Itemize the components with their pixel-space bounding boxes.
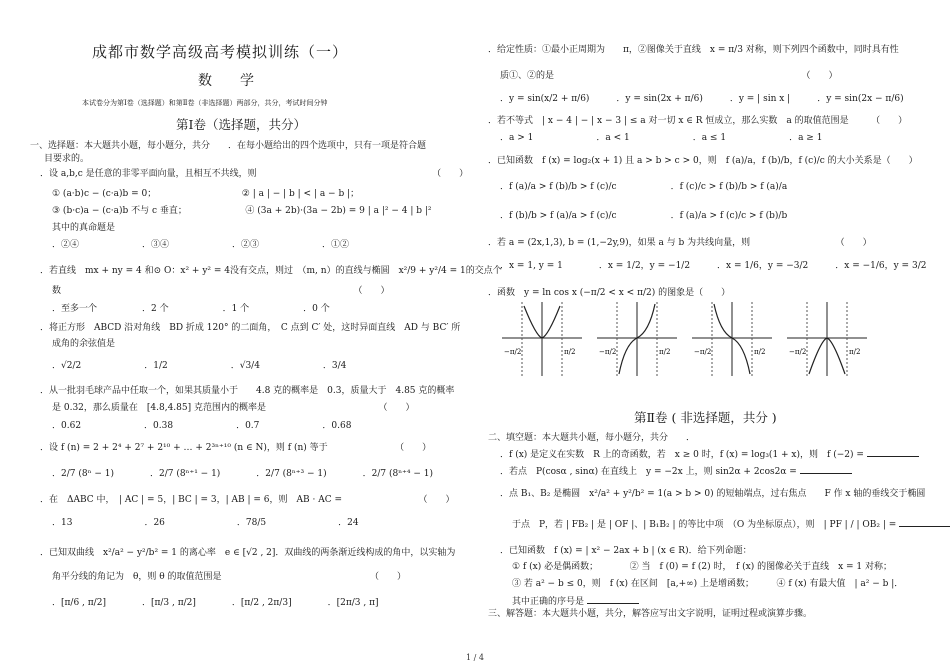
q12-stem: ．函数 y = ln cos x (−π/2 < x < π/2) 的图象是（ ） bbox=[488, 288, 731, 298]
q1-prompt: 其中的真命题是 bbox=[52, 223, 116, 233]
document-title: 成都市数学高级高考模拟训练（一） bbox=[92, 43, 349, 61]
part1-instructions: 一、选择题：本大题共小题，每小题分，共分 ．在每小题给出的四个选项中，只有一项是符合题 bbox=[30, 141, 427, 151]
q1-statements-1: ① (a·b)c − (c·a)b = 0； ② | a | − | b | < | a − b |； bbox=[52, 189, 360, 199]
tick-label: −π/2 bbox=[504, 348, 522, 356]
q10-options-2: ．f (b)/b > f (a)/a > f (c)/c ．f (a)/a > f (c)/c > f (b)/b bbox=[500, 211, 788, 221]
q4-stem: ．从一批羽毛球产品中任取一个，如果其质量小于 4.8 克的概率是 0.3，质量大于 4.85 克的概率 bbox=[40, 386, 455, 396]
q9-stem: ．若不等式 | x − 4 | − | x − 3 | ≤ a 对一切 x ∈ R 恒成立，那么实数 a 的取值范围是 （ ） bbox=[488, 116, 908, 126]
q16-statements-1: ① f (x) 必是偶函数； ② 当 f (0) = f (2) 时， f (x) 的图像必关于直线 x = 1 对称； bbox=[512, 562, 893, 572]
q12-graph-options bbox=[500, 300, 880, 380]
graph-option-b[interactable] bbox=[597, 302, 677, 376]
fill-in-heading: 二、填空题：本大题共小题，每小题分，共分 ． bbox=[488, 433, 696, 443]
q3-stem-2: 成角的余弦值是 bbox=[52, 339, 116, 349]
part2-heading: 第Ⅱ卷 ( 非选择题，共分 ) bbox=[634, 410, 777, 425]
tick-label: π/2 bbox=[754, 348, 766, 356]
q4-stem-2: 是 0.32，那么质量在 [4.8,4.85] 克范围内的概率是 （ ） bbox=[52, 403, 415, 413]
part1-heading: 第Ⅰ卷（选择题，共分） bbox=[176, 117, 306, 132]
graph-option-d[interactable] bbox=[787, 302, 867, 376]
q3-stem: ．将正方形 ABCD 沿对角线 BD 折成 120° 的二面角， C 点到 C′ 处，这时异面直线 AD 与 BC′ 所 bbox=[40, 323, 461, 333]
solutions-heading: 三、解答题：本大题共小题，共分，解答应写出文字说明，证明过程或演算步骤。 bbox=[488, 609, 813, 619]
q7-stem-2: 角平分线的角记为 θ，则 θ 的取值范围是 （ ） bbox=[52, 572, 407, 582]
q10-options-1: ．f (a)/a > f (b)/b > f (c)/c ．f (c)/c > f (b)/b > f (a)/a bbox=[500, 182, 788, 192]
tick-label: −π/2 bbox=[789, 348, 807, 356]
part1-instructions-2: 目要求的。 bbox=[44, 154, 90, 164]
tick-label: π/2 bbox=[849, 348, 861, 356]
q10-stem: ．已知函数 f (x) = log₂(x + 1) 且 a > b > c > 0，则 f (a)/a，f (b)/b，f (c)/c 的大小关系是（ ） bbox=[488, 156, 918, 166]
page-number: 1 / 4 bbox=[466, 653, 484, 662]
graph-option-a[interactable] bbox=[502, 302, 582, 376]
q6-options: ．13 ．26 ．78/5 ．24 bbox=[52, 518, 359, 528]
q6-stem: ．在 ΔABC 中， | AC | = 5，| BC | = 3，| AB | = 6，则 AB · AC = （ ） bbox=[40, 495, 455, 505]
q16-stem: ．已知函数 f (x) = | x² − 2ax + b | (x ∈ R)．给下列命题： bbox=[500, 546, 752, 556]
q1-statements-2: ③ (b·c)a − (c·a)b 不与 c 垂直； ④ (3a + 2b)·(3a − 2b) = 9 | a |² − 4 | b |² bbox=[52, 206, 432, 216]
q1-options: ．②④ ．③④ ．②③ ．①② bbox=[52, 240, 350, 250]
q11-options: ．x = 1, y = 1 ．x = 1/2，y = −1/2 ．x = 1/6，y = −3/2 ．x = −1/6，y = 3/2 bbox=[500, 261, 927, 271]
q15-stem-2: 于点 P，若 | FB₂ | 是 | OF |、| B₁B₂ | 的等比中项 （O 为坐标原点），则 | PF | / | OB₂ | = bbox=[512, 518, 950, 531]
q15-answer-blank[interactable] bbox=[899, 518, 950, 527]
q2-stem-2: 数 （ ） bbox=[52, 286, 390, 296]
q8-stem-2: 质①、②的是 （ ） bbox=[500, 71, 838, 81]
q14-answer-blank[interactable] bbox=[800, 465, 852, 474]
q13-answer-blank[interactable] bbox=[867, 448, 919, 457]
q4-options: ．0.62 ．0.38 ．0.7 ．0.68 bbox=[52, 421, 352, 431]
q15-stem: ．点 B₁、B₂ 是椭圆 x²/a² + y²/b² = 1(a > b > 0) 的短轴端点，过右焦点 F 作 x 轴的垂线交于椭圆 bbox=[500, 489, 926, 499]
q2-options: ．至多一个 ．2 个 ．1 个 ．0 个 bbox=[52, 304, 330, 314]
q5-options: ．2/7 (8ⁿ − 1) ．2/7 (8ⁿ⁺¹ − 1) ．2/7 (8ⁿ⁺³ − 1) ．2/7 (8ⁿ⁺⁴ − 1) bbox=[52, 469, 433, 479]
q16-answer-blank[interactable] bbox=[587, 595, 639, 604]
q3-options: ．√2/2 ．1/2 ．√3/4 ．3/4 bbox=[52, 361, 347, 371]
q16-prompt: 其中正确的序号是 bbox=[512, 595, 639, 608]
tick-label: −π/2 bbox=[694, 348, 712, 356]
tick-label: π/2 bbox=[659, 348, 671, 356]
q5-stem: ．设 f (n) = 2 + 2⁴ + 2⁷ + 2¹⁰ + … + 2³ⁿ⁺¹⁰ (n ∈ N)，则 f (n) 等于 （ ） bbox=[40, 443, 432, 453]
left-column bbox=[30, 0, 502, 650]
q7-stem: ．已知双曲线 x²/a² − y²/b² = 1 的离心率 e ∈ [√2 , 2]．双曲线的两条渐近线构成的角中，以实轴为 bbox=[40, 548, 456, 558]
q14-stem: ．若点 P(cosα , sinα) 在直线上 y = −2x 上，则 sin2α + 2cos2α = bbox=[500, 465, 852, 478]
q8-stem: ．给定性质：①最小正周期为 π，②图像关于直线 x = π/3 对称，则下列四个函数中，同时具有性 bbox=[488, 45, 899, 55]
q9-options: ．a > 1 ．a < 1 ．a ≤ 1 ．a ≥ 1 bbox=[500, 133, 823, 143]
exam-note: 本试卷分为第Ⅰ卷（选择题）和第Ⅱ卷（非选择题）两部分，共分，考试时间分钟 bbox=[82, 99, 328, 107]
graph-option-c[interactable] bbox=[692, 302, 772, 376]
q8-options: ．y = sin(x/2 + π/6) ．y = sin(2x + π/6) ．y = | sin x | ．y = sin(2x − π/6) bbox=[500, 94, 904, 104]
q7-options: ．[π/6 , π/2] ．[π/3 , π/2] ．[π/2 , 2π/3] ．[2π/3 , π] bbox=[52, 598, 379, 608]
tick-label: −π/2 bbox=[599, 348, 617, 356]
q16-statements-2: ③ 若 a² − b ≤ 0，则 f (x) 在区间 [a,+∞) 上是增函数； ④ f (x) 有最大值 | a² − b |． bbox=[512, 579, 904, 589]
q1-stem: ．设 a,b,c 是任意的非零平面向量，且相互不共线，则 （ ） bbox=[40, 169, 469, 179]
subject-title: 数 学 bbox=[198, 73, 254, 89]
q11-stem: ．若 a = (2x,1,3), b = (1,−2y,9)，如果 a 与 b 为共线向量，则 （ ） bbox=[488, 238, 872, 248]
tick-label: π/2 bbox=[564, 348, 576, 356]
q13-stem: ．f (x) 是定义在实数 R 上的奇函数，若 x ≥ 0 时，f (x) = log₃(1 + x)，则 f (−2) = bbox=[500, 448, 919, 461]
q2-stem: ．若直线 mx + ny = 4 和⊙ O：x² + y² = 4没有交点，则过 （m, n）的直线与椭圆 x²/9 + y²/4 = 1的交点个 bbox=[40, 266, 502, 276]
